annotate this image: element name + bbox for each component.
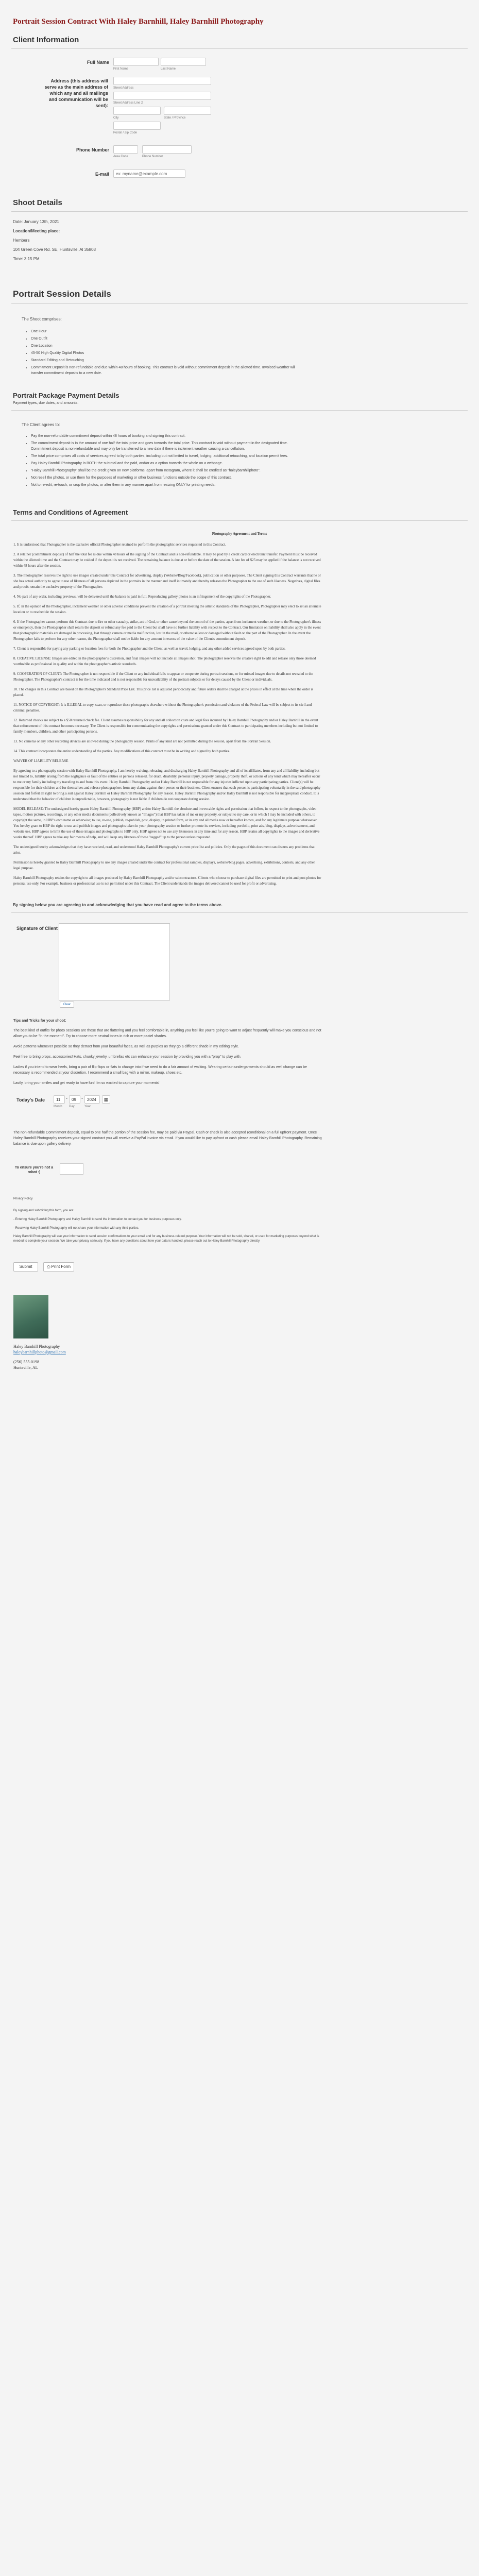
- list-item: • Not resell the photos, or use them for the purposes of marketing or other business functions outside the scope of this contract.: [31, 475, 300, 481]
- signature-clear-button[interactable]: Clear: [60, 1002, 74, 1008]
- business-logo-image: [13, 1295, 48, 1338]
- tips-section: [13, 1018, 322, 1086]
- print-form-button[interactable]: [43, 1262, 74, 1272]
- list-item: • 45-50 High Quality Digital Photos: [31, 350, 300, 356]
- terms-heading: Terms and Conditions of Agreement: [13, 509, 128, 516]
- last-name-input[interactable]: [161, 58, 206, 66]
- terms-paragraph: 11. NOTICE OF COPYRIGHT: It is ILLEGAL to copy, scan, or reproduce these photographs elsewhere without the Photographer's permission and violators of the Federal Law will be subject to its civil and criminal penalties.: [13, 703, 312, 713]
- phone-number-sublabel: Phone Number: [142, 155, 163, 158]
- captcha-row: [11, 1160, 468, 1196]
- terms-title: Photography Agreement and Terms: [212, 532, 267, 536]
- terms-paragraph: 2. A retainer (commitment deposit) of half the total fee is due within 48 hours of the signing of the Contract and is non-refundable. It may be paid by a credit card or electronic transfer. Payment must be received within the allotted time and the Contract may be voided if the deposit is not received. The remaining balance is due at or before the date of the session. A late fee of $25 may be applied if the balance is not received within 48 hours after the session.: [13, 552, 321, 568]
- form-title: Portrait Session Contract With Haley Barnhill, Haley Barnhill Photography: [13, 18, 264, 26]
- footer-section: [13, 1196, 322, 1244]
- section-divider: [11, 211, 468, 212]
- phone-label: Phone Number: [76, 147, 109, 152]
- portrait-details-section: [11, 289, 468, 376]
- signature-pad[interactable]: [59, 923, 170, 1001]
- shoot-time: Time: 3:15 PM: [13, 257, 40, 261]
- full-name-label: Full Name: [87, 60, 109, 65]
- signature-agree-text: By signing below you are agreeing to and acknowledging that you have read and agree to the terms above.: [13, 903, 223, 907]
- tips-paragraph: The best kind of outfits for photo sessions are those that are flattering and you feel comfortable in, anything you feel like you're going to want to adjust frequently will make you conscious and not allow you to be "in the moment". Try to choose more neutral tones in rich or more pastel shades.: [13, 1029, 321, 1038]
- terms-paragraph: The undersigned hereby acknowledges that they have received, read, and understood Haley Barnhill Photography's current price list and policies. Only the pages of this document can discuss any problems that arise.: [13, 845, 315, 855]
- terms-paragraph: 8. CREATIVE LICENSE: Images are edited in the photographer's discretion, and final images will not include all images shot. The photographer reserves the creative right to edit and release only those deemed worthwhile as professional in quality and within the photographer's artistic standards.: [13, 656, 316, 666]
- captcha-widget[interactable]: [60, 1163, 83, 1175]
- business-city: Huntsville, AL: [13, 1365, 38, 1370]
- state-input[interactable]: [164, 107, 211, 115]
- date-year-input[interactable]: 2024: [84, 1095, 100, 1104]
- package-payment-subheading: Payment types, due dates, and amounts.: [13, 401, 79, 405]
- date-separator: -: [81, 1096, 83, 1101]
- street-address-sublabel: Street Address: [113, 87, 134, 90]
- terms-paragraph: 10. The charges in this Contract are based on the Photographer's Standard Price List. This price list is adjusted periodically and future orders shall be charged at the prices in effect at the time when the order is placed.: [13, 687, 314, 697]
- list-item: • One Location: [31, 343, 300, 349]
- captcha-label: To ensure you're not a robot :): [14, 1166, 54, 1174]
- terms-paragraph: 9. COOPERATION OF CLIENT: The Photographer is not responsible if the Client or any individual fails to appear or cooperate during portrait sessions, or for missed images due to details not revealed to the Photographer. The Photographer's contract is for the time indicated and is not responsible for unavailability of the portrait subjects or for delays caused by the Client or individuals.: [13, 672, 313, 682]
- section-divider: [11, 520, 468, 521]
- terms-paragraph: 5. If, in the opinion of the Photographer, inclement weather or other adverse conditions prevent the creation of a portrait meeting the artistic standards of the Photographer, Photographer may elect to set an alternate location or to reschedule the session.: [13, 604, 321, 614]
- terms-paragraph: Haley Barnhill Photography retains the copyright to all images produced by Haley Barnhill Photography and/or subcontractors. Clients who choose to purchase digital files are permitted to print and post photos for personal use only. For example, business or professional use is not permitted under this Contract. The Client understands the images delivered cannot be used for profit or advertising.: [13, 876, 321, 886]
- business-phone: (256) 555-0198: [13, 1360, 39, 1364]
- date-month-input[interactable]: 11: [54, 1095, 65, 1104]
- business-name: Haley Barnhill Photography: [13, 1344, 60, 1349]
- privacy-policy-link[interactable]: Privacy Policy: [13, 1197, 33, 1200]
- shoot-location-label: Location/Meeting place:: [13, 229, 60, 233]
- signature-section: [11, 902, 468, 1011]
- terms-paragraph: 7. Client is responsible for paying any parking or location fees for both the Photographer and the Client, as well as travel, lodging, and any other added services agreed upon by both parties.: [13, 647, 286, 651]
- closing-text: The non-refundable Commitment deposit, equal to one half the portion of the session fee, may be paid via Paypal. Cash or check is also accepted (conditional on a full upfront payment. Once Haley Barnhill Photography receives your signed contract you will receive a PayPal invoice via email. If you would like to pay upfront or cash please email Haley Barnhill Photography. Remaining balance is due upon gallery delivery.: [13, 1131, 322, 1146]
- terms-paragraph: 6. If the Photographer cannot perform this Contract due to fire or other casualty, strike, act of God, or other cause beyond the control of the parties, apart from inclement weather, or due to the Photographer's illness or emergency, then the Photographer shall return the deposit or refund any fee paid to the Client but shall have no further liability with respect to the Contract. Our limitation on liability shall also apply in the event that photographic materials are damaged in processing, lost through camera or media malfunction, lost in the mail, or otherwise lost or damaged without fault on the part of the Photographer. In the event the Photographer fails to perform for any other reason, the Photographer shall not be liable for any amount in excess of the value of the Client's commitment deposit.: [13, 620, 321, 641]
- terms-paragraph: 14. This contract incorporates the entire understanding of the parties. Any modifications of this contract must be in writing and signed by both parties.: [13, 749, 230, 753]
- tips-paragraph: Avoid patterns whenever possible so they detract from your beautiful faces, as well as purples as they go a different shade in my editing style.: [13, 1045, 239, 1048]
- list-item: • Commitment Deposit is non-refundable and due within 48 hours of booking. This contract is void without commitment deposit in the allotted time. Invoiced weather will transfer commitment deposits to a new date.: [31, 365, 300, 376]
- phone-number-input[interactable]: [142, 145, 192, 154]
- business-contact: [13, 1344, 468, 1370]
- todays-date-row: [11, 1091, 468, 1116]
- list-item: • Pay the non-refundable commitment deposit within 48 hours of booking and signing this contract.: [31, 433, 300, 439]
- last-name-sublabel: Last Name: [161, 67, 176, 71]
- state-sublabel: State / Province: [164, 116, 186, 120]
- street-address-input[interactable]: [113, 77, 211, 85]
- list-item: • The total price comprises all costs of services agreed to by both parties, including but not limited to travel, lodging, additional retouching, and location permit fees.: [31, 453, 300, 459]
- city-input[interactable]: [113, 107, 161, 115]
- first-name-input[interactable]: [113, 58, 159, 66]
- zip-input[interactable]: [113, 122, 161, 130]
- email-input[interactable]: ex: myname@example.com: [113, 170, 185, 178]
- date-day-sublabel: Day: [69, 1105, 75, 1108]
- tips-heading: Tips and Tricks for your shoot:: [13, 1019, 66, 1023]
- phone-row: [11, 137, 468, 162]
- zip-sublabel: Postal / Zip Code: [113, 131, 138, 134]
- terms-paragraph: 3. The Photographer reserves the right to use images created under this Contract for advertising, display (Website/Blog/Facebook), publication or other purposes. The Client signing this Contract warrants that he or she has actual authority to agree to use of likeness of all persons depicted in the portraits in the manner and itself intimately and thereby releases the Photographer to the use of such likeness. Negatives, digital files and proofs remain the exclusive property of the Photographer.: [13, 573, 321, 589]
- date-separator: -: [66, 1096, 67, 1101]
- business-email-link[interactable]: haleybarnhillphoto@gmail.com: [13, 1350, 66, 1354]
- terms-paragraph: MODEL RELEASE: The undersigned hereby grants Haley Barnhill Photography (HBP) and/or Haley Barnhill the absolute and irrevocable rights and permission that follow, in respect to the photographs, video tapes, motion pictures, recordings, or any other media documents (collectively known as "Images") that HBP has taken of me or my property, or subject to my care, or in which I may be included with others, to copyright the same, in HBP's own name or otherwise; to use, re-use, publish, re-publish, post, display, in printed form, or in any and all media now or hereafter known, and for any legitimate purpose whatsoever. You hereby grant to HBP the right to use and publish images and photographs taken in your photography session or further promote its services, including portfolio, print ads, blog, displays, advertisement, and website use. HBP agrees to limit the use of these images and photographs to HBP only. HBP agrees not to use any likenesses in any time and for any reason. HBP retains all copyrights to the images and derivative works thereof. HBP agrees to take any fair means of help, and will keep any likeness of those "tagged" up to the person unless requested.: [13, 807, 320, 839]
- tips-paragraph: Lastly, bring your smiles and get ready to have fun! I'm so excited to capture your moments!: [13, 1081, 160, 1085]
- list-item: • Not to re-edit, re-touch, or crop the photos, or alter them in any manner apart from resizing ONLY for printing needs.: [31, 482, 300, 488]
- terms-section: [11, 509, 468, 887]
- list-item: • One Hour: [31, 329, 300, 334]
- package-payment-heading: Portrait Package Payment Details: [13, 392, 119, 399]
- form-buttons-row: [11, 1259, 468, 1280]
- shoot-location-name: Hembers: [13, 238, 30, 243]
- portrait-intro: The Shoot comprises:: [22, 317, 62, 321]
- todays-date-label: Today's Date: [16, 1097, 45, 1103]
- footer-line: By signing and submitting this form, you are:: [13, 1209, 75, 1212]
- signature-label: Signature of Client: [16, 926, 58, 931]
- client-info-section: [11, 36, 468, 183]
- list-item: • Standard Editing and Retouching: [31, 358, 300, 363]
- terms-paragraph: By agreeing to a photography session with Haley Barnhill Photography, I am hereby waiving, releasing, and discharging Haley Barnhill Photography and all of its affiliates, from any and all liability, including but not limited to, liability arising from the negligence or fault of the entities or persons released, for death, disability, personal injury, property damage, property theft, or actions of any kind which may hereafter occur to me or my family including my traveling to and from this event. Haley Barnhill Photography and/or Haley Barnhill is not responsible for any injuries inflicted upon any participating parties. Client(s) will be responsible for their children and for themselves and release photographers from any claims against their person or their business. Client ensures that each person is participating voluntarily in the said photography session and forfeit all right to bring a suit against Haley Barnhill or Haley Barnhill Photography for any reason. Haley Barnhill Photography and/or Haley Barnhill is not responsible for inappropriate conduct. It is understood that the behavior of children is unpredictable, however, photography is not liable if children do not cooperate during session.: [13, 769, 321, 801]
- footer-line: - Receiving Haley Barnhill Photography will not share your information with any third parties.: [13, 1227, 140, 1230]
- street-address-2-input[interactable]: [113, 92, 211, 100]
- footer-line: Haley Barnhill Photography will use your information to send session confirmations to your email and for any business-related purpose. Your information will not be sold, shared, or used for marketing purposes beyond what is needed to complete your session. We take your privacy seriously. If you have any questions about how your data is handled, please reach out to Haley Barnhill Photography directly.: [13, 1235, 319, 1243]
- portrait-items-list: [11, 329, 300, 376]
- submit-button[interactable]: Submit: [13, 1262, 38, 1272]
- area-code-sublabel: Area Code: [113, 155, 128, 158]
- shoot-details-heading: Shoot Details: [13, 198, 62, 207]
- address-label: Address (this address will serve as the main address of which any and all mailings and communication will be sent):: [44, 78, 108, 108]
- terms-paragraph: 12. Returned checks are subject to a $50 returned check fee. Client assumes responsibility for any and all collection costs and legal fees incurred by Haley Barnhill Photography and/or Haley Barnhill in the event that enforcement of this contract becomes necessary. The Client is responsible for communicating the copyrights and permissions granted under this Contract to participating members including but not limited to family members, children, and other participating persons.: [13, 718, 318, 734]
- terms-paragraph: 13. No cameras or any other recording devices are allowed during the photography session. Prints of any kind are not permitted during the session, apart from the Portrait Session.: [13, 739, 271, 743]
- list-item: • One Outfit: [31, 336, 300, 342]
- date-day-input[interactable]: 09: [69, 1095, 80, 1104]
- shoot-details-section: [11, 198, 468, 262]
- portrait-details-heading: Portrait Session Details: [13, 289, 111, 299]
- terms-paragraph: 4. No part of any order, including previews, will be delivered until the balance is paid in full. Reproducing gallery photos is an infringement of the copyrights of the Photographer.: [13, 595, 271, 599]
- section-divider: [11, 303, 468, 304]
- package-payment-section: [11, 392, 468, 488]
- area-code-input[interactable]: [113, 145, 138, 154]
- terms-paragraph: WAIVER OF LIABILITY RELEASE: [13, 759, 69, 763]
- terms-paragraph: 1. It is understood that Photographer is the exclusive official Photographer retained to perform the photographic services requested in this Contract.: [13, 543, 226, 547]
- tips-paragraph: Ladies if you intend to wear heels, bring a pair of flip flops or flats to change into if we need to do a fair amount of walking. Wearing certain undergarments should as well change can be necessary is recommended at your discretion. I recommend a small bag with a mirror, makeup, shoes etc.: [13, 1065, 307, 1075]
- address-row: [11, 75, 468, 137]
- calendar-icon[interactable]: ▦: [102, 1095, 110, 1104]
- terms-body: [13, 542, 322, 887]
- print-form-label: Print Form: [51, 1264, 71, 1269]
- date-month-sublabel: Month: [54, 1105, 62, 1108]
- package-intro: The Client agrees to:: [22, 422, 60, 427]
- list-item: • Pay Haley Barnhill Photography in BOTH the subtotal and the paid, and/or as a option towards the whole on a webpage.: [31, 461, 300, 466]
- list-item: • "Haley Barnhill Photography" shall be the credit given on new platforms, apart from Instagram, where it shall be credited as "haleybarnhillphoto".: [31, 468, 300, 473]
- email-row: [11, 162, 468, 183]
- tips-paragraph: Feel free to bring props, accessories! Hats, chunky jewelry, umbrellas etc can enhance your session by providing you with a "prop" to play with.: [13, 1055, 242, 1059]
- printer-icon: ⎙: [47, 1264, 52, 1269]
- first-name-sublabel: First Name: [113, 67, 129, 71]
- list-item: • The commitment deposit is in the amount of one half the total price and goes towards the total price. This contract is void without payment in the designated time. Commitment deposit is non-refundable and may only be transferred to a new date if there is inclement weather causing a cancellation.: [31, 440, 300, 452]
- shoot-date: Date: January 13th, 2021: [13, 219, 59, 224]
- full-name-row: [11, 49, 468, 75]
- shoot-details-body: [11, 219, 468, 262]
- city-sublabel: City: [113, 116, 119, 120]
- section-divider: [11, 410, 468, 411]
- email-label: E-mail: [95, 172, 109, 177]
- client-info-heading: Client Information: [13, 36, 79, 44]
- signature-row: [11, 913, 468, 1011]
- footer-line: - Entering Haley Barnhill Photography and Haley Barnhill to send the information to contact you for business purposes only.: [13, 1218, 182, 1221]
- date-year-sublabel: Year: [84, 1105, 91, 1108]
- package-items-list: [11, 433, 300, 488]
- street-address-2-sublabel: Street Address Line 2: [113, 101, 143, 105]
- shoot-location-address: 104 Green Cove Rd. SE, Huntsville, Al 35803: [13, 247, 96, 252]
- terms-paragraph: Permission is hereby granted to Haley Barnhill Photography to use any images created under the contract for professional samples, displays, website/blog pages, advertising, exhibitions, contests, and any other legal purpose.: [13, 860, 315, 870]
